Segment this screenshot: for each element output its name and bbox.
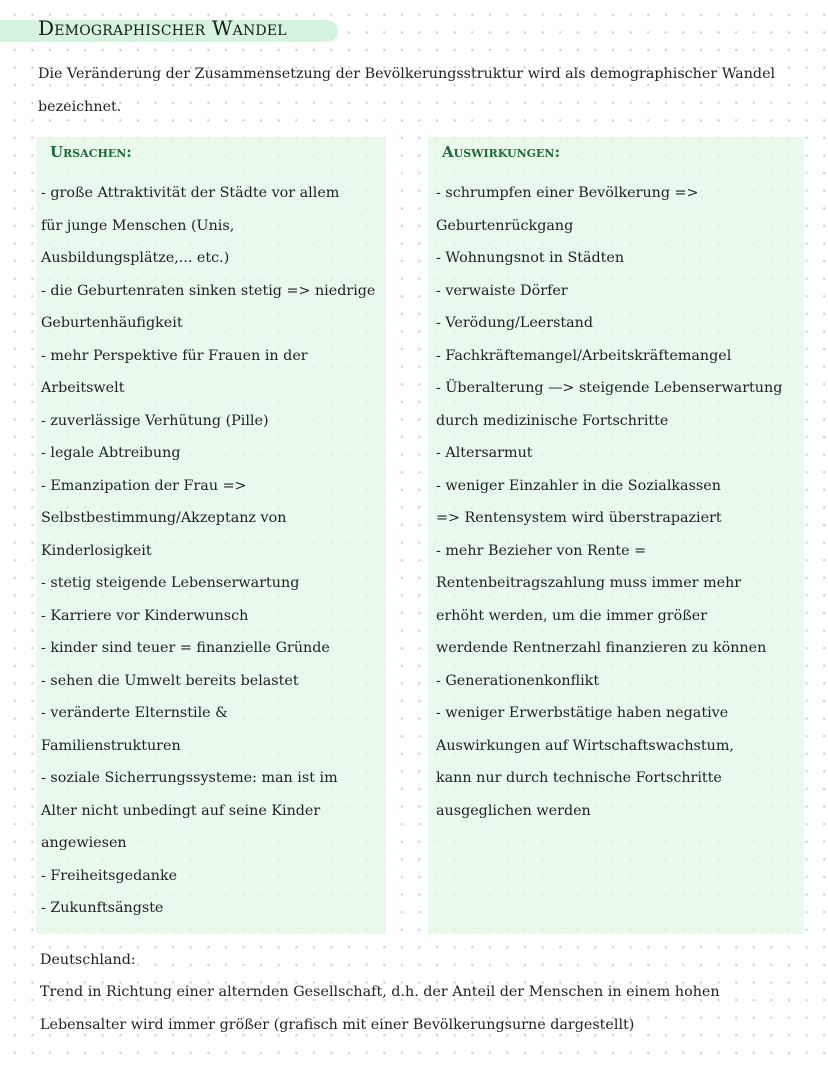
ursachen-line: Kinderlosigkeit [41,542,152,559]
ursachen-line: - sehen die Umwelt bereits belastet [41,672,299,689]
auswirkungen-line: Auswirkungen auf Wirtschaftswachstum, [436,737,734,754]
auswirkungen-list [436,177,804,827]
intro-text: Die Veränderung der Zusammensetzung der Bevölkerungsstruktur wird als demographischer Wandel bezeichnet. [38,66,776,115]
page-title: Demographischer Wandel [38,16,287,40]
auswirkungen-line: - Generationenkonflikt [436,672,600,689]
ursachen-line: angewiesen [41,835,127,851]
auswirkungen-line: - weniger Erwerbstätige haben negative [436,705,729,721]
ursachen-line: - Zukunftsängste [41,900,164,916]
ursachen-line: Alter nicht unbedingt auf seine Kinder [41,802,321,819]
auswirkungen-line: - Verödung/Leerstand [436,315,594,331]
ursachen-line: - stetig steigende Lebenserwartung [41,575,300,591]
auswirkungen-line: ausgeglichen werden [436,802,591,819]
auswirkungen-line: Rentenbeitragszahlung muss immer mehr [436,575,742,591]
ursachen-line: - soziale Sicherrungssysteme: man ist im [41,770,338,786]
ursachen-line: - Emanzipation der Frau => [41,477,247,494]
ursachen-line: - große Attraktivität der Städte vor allem [41,185,340,201]
auswirkungen-line: - mehr Bezieher von Rente = [436,542,647,559]
auswirkungen-line: - Wohnungsnot in Städten [436,250,625,266]
auswirkungen-line: - weniger Einzahler in die Sozialkassen [436,477,721,494]
auswirkungen-line: - Überalterung —> steigende Lebenserwartung [436,380,783,396]
auswirkungen-line: => Rentensystem wird überstrapaziert [436,510,722,526]
auswirkungen-line: - verwaiste Dörfer [436,282,568,299]
ursachen-line: - kinder sind teuer = finanzielle Gründe [41,640,330,656]
ursachen-line: - mehr Perspektive für Frauen in der [41,347,308,364]
ursachen-line: - veränderte Elternstile & [41,705,228,721]
auswirkungen-line: - Fachkräftemangel/Arbeitskräftemangel [436,347,732,364]
auswirkungen-line: Geburtenrückgang [436,217,574,234]
auswirkungen-line: erhöht werden, um die immer größer [436,607,708,624]
ursachen-line: - Freiheitsgedanke [41,867,178,884]
auswirkungen-line: kann nur durch technische Fortschritte [436,770,722,786]
auswirkungen-box [428,137,804,934]
auswirkungen-heading: Auswirkungen: [442,143,561,161]
ursachen-heading: Ursachen: [50,143,132,161]
ursachen-line: - die Geburtenraten sinken stetig => niedrige [41,282,376,299]
auswirkungen-line: - schrumpfen einer Bevölkerung => [436,185,699,201]
ursachen-list [41,177,386,925]
ursachen-line: - zuverlässige Verhütung (Pille) [41,412,269,429]
auswirkungen-line: - Altersarmut [436,445,533,461]
ursachen-line: - Karriere vor Kinderwunsch [41,607,249,624]
ursachen-line: Geburtenhäufigkeit [41,315,183,331]
ursachen-line: - legale Abtreibung [41,445,181,461]
ursachen-line: für junge Menschen (Unis, [41,217,235,234]
ursachen-box [36,137,386,934]
deutschland-heading: Deutschland: [40,952,136,968]
ursachen-line: Arbeitswelt [41,380,125,396]
deutschland-text: Trend in Richtung einer alternden Gesellschaft, d.h. der Anteil der Menschen in einem hohen Lebensalter wird immer größer (grafisch mit einer Bevölkerungsurne dargestellt) [40,984,720,1033]
ursachen-line: Familienstrukturen [41,737,181,754]
title-block [0,12,338,44]
auswirkungen-line: werdende Rentnerzahl finanzieren zu können [436,640,767,656]
ursachen-line: Selbstbestimmung/Akzeptanz von [41,510,287,526]
ursachen-line: Ausbildungsplätze,... etc.) [41,250,230,266]
auswirkungen-line: durch medizinische Fortschritte [436,412,669,429]
